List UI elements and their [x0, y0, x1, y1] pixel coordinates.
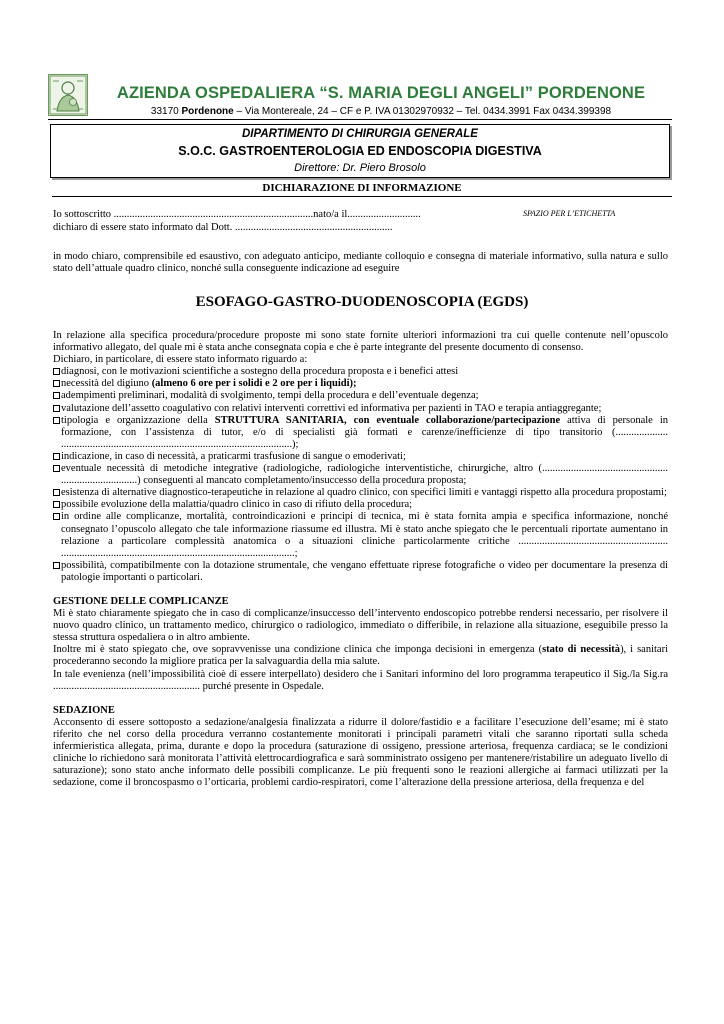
label-space: SPAZIO PER L’ETICHETTA [523, 209, 616, 218]
declare-line: Dichiaro, in particolare, di essere stato informato riguardo a: [53, 354, 308, 366]
checkbox-icon[interactable] [53, 368, 60, 375]
checkbox-icon[interactable] [53, 465, 60, 472]
relation-paragraph: In relazione alla specifica procedura/procedure proposte mi sono state fornite ulteriori informazioni tra cui quelle contenute nell’opuscolo informativo allegato, del quale mi è stata anche consegnata copia e che è parte integrante del presente documento di consenso. [53, 330, 668, 354]
checkbox-icon[interactable] [53, 392, 60, 399]
procedure-title: ESOFAGO-GASTRO-DUODENOSCOPIA (EGDS) [195, 294, 529, 310]
list-item: eventuale necessità di metodiche integrative (radiologiche, radiologiche interventistiche, chirurgiche, altro (................................................ .............................) conseguenti al mancato completamento/insuccesso della procedura proposta; [53, 463, 668, 487]
document-title: DICHIARAZIONE DI INFORMAZIONE [262, 182, 462, 194]
doctor-name-line: dichiaro di essere stato informato dal Dott. ............................................................ [53, 222, 393, 233]
information-checklist [53, 366, 668, 584]
checkbox-icon[interactable] [53, 501, 60, 508]
list-item: possibile evoluzione della malattia/quadro clinico in caso di rifiuto della procedura; [53, 499, 668, 511]
patient-name-line: Io sottoscritto ............................................................................nato/a il............................ [53, 209, 421, 220]
title-divider [52, 196, 672, 197]
checkbox-icon[interactable] [53, 453, 60, 460]
complications-paragraph-1: Mi è stato chiaramente spiegato che in caso di complicanze/insuccesso dell’intervento endoscopico potrebbe rendersi necessario, per risolvere il nuovo quadro clinico, un trattamento medico, chirurgico o radiologico, immediato o differibile, in relazione alla situazione, eseguibile presso la stessa struttura ospedaliera o in altro ambiente. [53, 608, 668, 644]
list-item: diagnosi, con le motivazioni scientifiche a sostegno della procedura proposta e i benefici attesi [53, 366, 668, 378]
organization-address: 33170 Pordenone – Via Montereale, 24 – CF e P. IVA 01302970932 – Tel. 0434.3991 Fax 0434.399398 [150, 106, 612, 117]
list-item: valutazione dell’assetto coagulativo con relativi interventi correttivi ed informativa per pazienti in TAO e terapia antiaggregante; [53, 403, 668, 415]
checkbox-icon[interactable] [53, 562, 60, 569]
list-item: tipologia e organizzazione della STRUTTURA SANITARIA, con eventuale collaborazione/partecipazione attiva di personale in formazione, con l’assistenza di tutor, e/o di specialisti già formati e carenze/inefficienze di tipo transitorio (.................... ........................................................................................); [53, 415, 668, 451]
department-box [50, 124, 670, 178]
list-item: possibilità, compatibilmente con la dotazione strumentale, che vengano effettuate riprese fotografiche o video per documentare la presenza di patologie importanti o particolari. [53, 560, 668, 584]
unit-name: S.O.C. GASTROENTEROLOGIA ED ENDOSCOPIA DIGESTIVA [178, 144, 542, 158]
intro-paragraph: in modo chiaro, comprensibile ed esaustivo, con adeguato anticipo, mediante colloquio e consegna di materiale informativo, sulla natura e sullo stato dell’attuale quadro clinico, nonché sulla conseguente indicazione ad eseguire [53, 251, 668, 275]
checkbox-icon[interactable] [53, 405, 60, 412]
checkbox-icon[interactable] [53, 380, 60, 387]
header-divider [48, 119, 672, 120]
checkbox-icon[interactable] [53, 489, 60, 496]
sedation-paragraph: Acconsento di essere sottoposto a sedazione/analgesia finalizzata a ridurre il dolore/fastidio e a facilitare l’esecuzione dell’esame; mi è stato riferito che nel corso della procedura verranno costantemente monitorati i principali parametri vitali che saranno riportati sulla scheda infermieristica allegata, prima, durante e dopo la procedura (saturazione di ossigeno, pressione arteriosa, frequenza cardiaca; se le condizioni cliniche lo richiedono sarà monitorata l’attività elettrocardiografica e sarà somministrato ossigeno per mantenere/ristabilire un adeguato livello di saturazione); sono stato anche informato delle possibili complicanze. Le più frequenti sono le reazioni allergiche ai farmaci utilizzati per la sedazione, come il broncospasmo o l’orticaria, problemi cardio-respiratori, come l’alterazione della pressione arteriosa, della frequenza e del [53, 716, 668, 789]
organization-name: AZIENDA OSPEDALIERA “S. MARIA DEGLI ANGELI” PORDENONE [116, 84, 646, 102]
checkbox-icon[interactable] [53, 417, 60, 424]
list-item: in ordine alle complicanze, mortalità, controindicazioni e principi di tecnica, mi è stata fornita ampia e specifica informazione, nonché consegnato l’opuscolo allegato che tale informazione riassume ed illustra. Mi è stato anche spiegato che le percentuali riportate aumentano in relazione a particolare complessità anatomica o a situazioni cliniche particolarmente critiche ......................................................... .........................................................................................; [53, 511, 668, 559]
list-item: esistenza di alternative diagnostico-terapeutiche in relazione al quadro clinico, con specifici limiti e vantaggi rispetto alla procedura propostami; [53, 487, 668, 499]
complications-paragraph-3: In tale evenienza (nell’impossibilità cioè di essere interpellato) desidero che i Sanitari informino del loro programma terapeutico il Sig./la Sig.ra ........................................................ purché presente in Ospedale. [53, 668, 668, 692]
complications-heading: GESTIONE DELLE COMPLICANZE [53, 595, 229, 607]
director-name: Direttore: Dr. Piero Brosolo [294, 162, 426, 174]
list-item: necessità del digiuno (almeno 6 ore per i solidi e 2 ore per i liquidi); [53, 378, 668, 390]
complications-paragraph-2: Inoltre mi è stato spiegato che, ove sopravvenisse una condizione clinica che imponga decisioni in emergenza (stato di necessità), i sanitari procederanno secondo la migliore pratica per la salvaguardia della mia salute. [53, 644, 668, 668]
hospital-logo-icon [48, 74, 88, 116]
main-content [53, 330, 668, 789]
list-item: adempimenti preliminari, modalità di svolgimento, tempi della procedura e dell’eventuale degenza; [53, 390, 668, 402]
department-name: DIPARTIMENTO DI CHIRURGIA GENERALE [242, 128, 478, 140]
sedation-heading: SEDAZIONE [53, 704, 115, 716]
checkbox-icon[interactable] [53, 513, 60, 520]
list-item: indicazione, in caso di necessità, a praticarmi trasfusione di sangue o emoderivati; [53, 451, 668, 463]
